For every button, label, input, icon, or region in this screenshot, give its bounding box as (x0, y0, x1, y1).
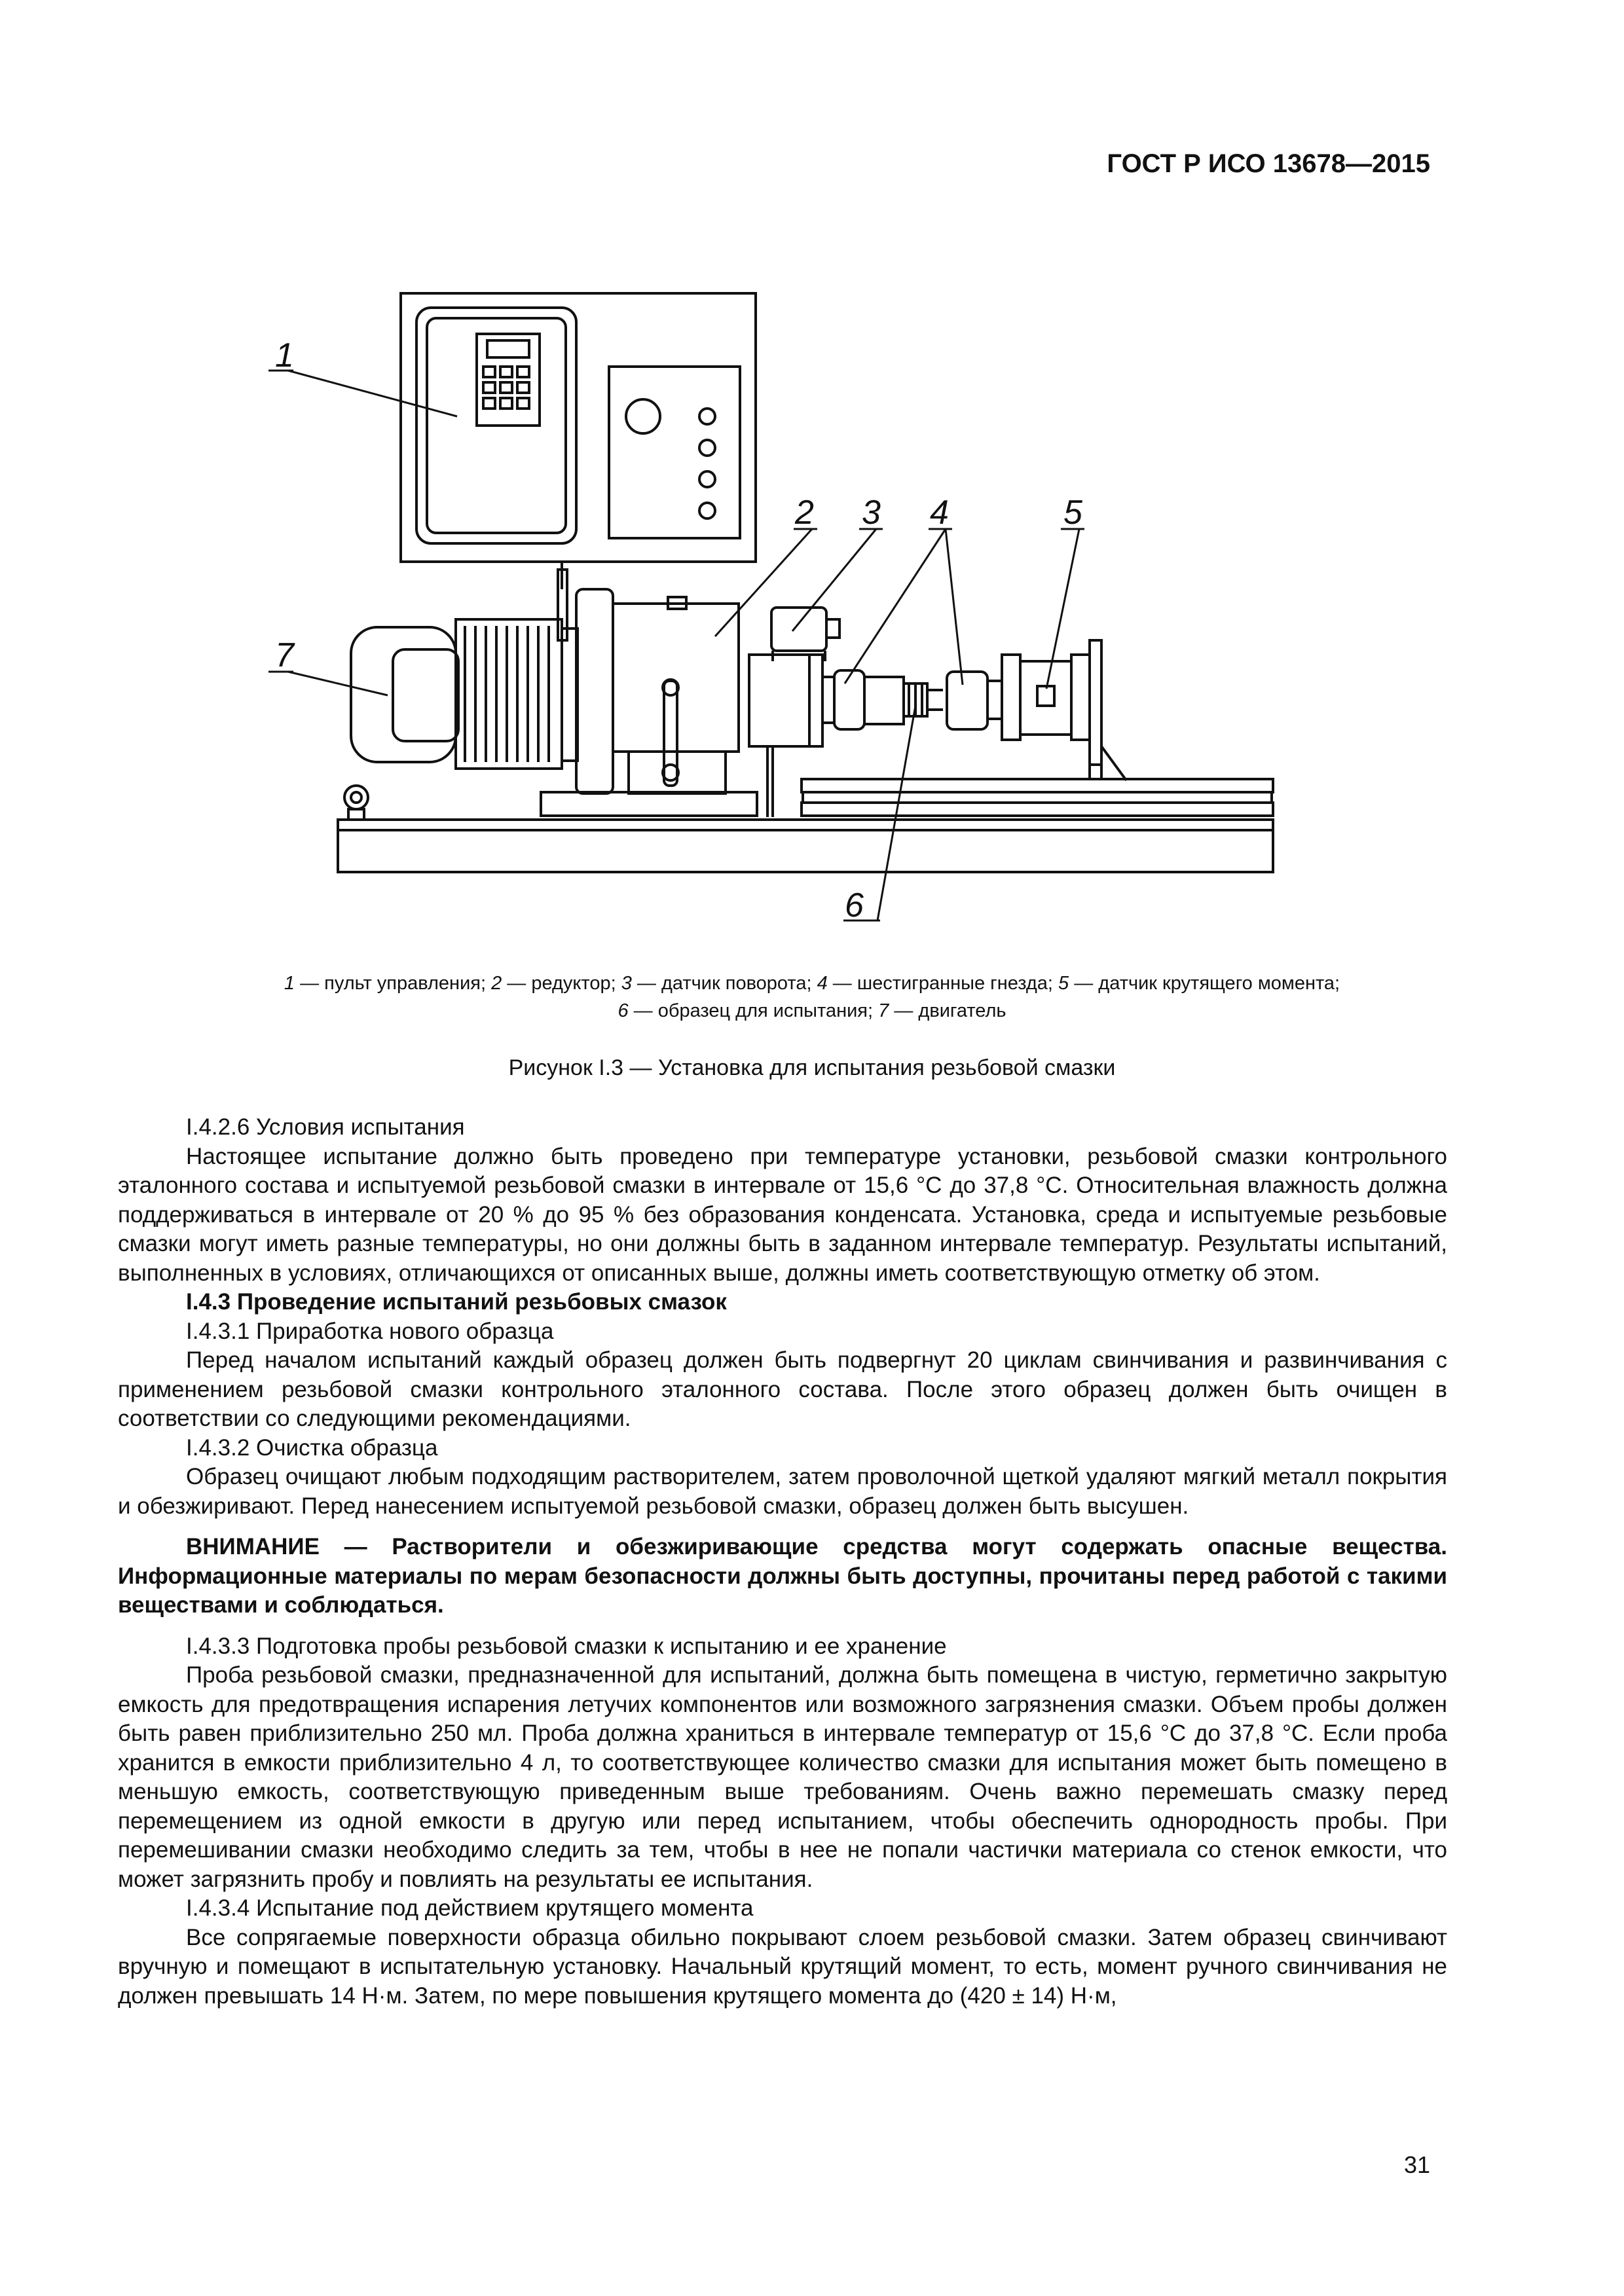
warning-notice: ВНИМАНИЕ — Растворители и обезжиривающие средства могут содержать опасные вещества. Информационные материалы по мерам безопасности должны быть доступны, прочитаны перед работой с такими веществами и соблюдаться. (118, 1534, 1447, 1618)
figure-legend-line-1 (0, 973, 1624, 994)
callout-2: 2 (795, 494, 814, 532)
legend-num: 1 (284, 973, 295, 994)
subsection-heading: I.4.3.4 Испытание под действием крутящего момента (186, 1895, 754, 1921)
figure-caption: Рисунок I.3 — Установка для испытания резьбовой смазки (508, 1055, 1116, 1080)
legend-num: 4 (817, 973, 828, 994)
angle-sensor (771, 608, 826, 651)
subsection-heading: I.4.3.2 Очистка образца (186, 1434, 438, 1461)
hex-socket-left (834, 670, 864, 729)
callout-7: 7 (275, 636, 294, 674)
legend-num: 5 (1058, 973, 1069, 994)
page-number: 31 (1403, 2151, 1430, 2178)
callout-1: 1 (275, 337, 294, 374)
base-frame (338, 820, 1273, 872)
paragraph: Все сопрягаемые поверхности образца обильно покрывают слоем резьбовой смазки. Затем образец свинчивают вручную и помещают в испытательную установку. Начальный крутящий момент, то есть, момент ручного свинчивания не должен превышать 14 Н·м. Затем, по мере повышения крутящего момента до (420 ± 14) Н·м, (118, 1924, 1447, 2009)
legend-text: — образец для испытания; (628, 1000, 879, 1021)
control-panel (401, 293, 756, 562)
callout-5: 5 (1063, 494, 1082, 532)
legend-text: — редуктор; (502, 973, 621, 994)
figure-legend-line-2 (0, 1000, 1624, 1022)
legend-text: — пульт управления; (295, 973, 492, 994)
paragraph: Перед началом испытаний каждый образец должен быть подвергнут 20 циклам свинчивания и развинчивания с применением резьбовой смазки контрольного эталонного состава. После этого образец должен быть очищен в соответствии со следующими рекомендациями. (118, 1347, 1447, 1431)
subsection-heading: I.4.3.3 Подготовка пробы резьбовой смазки к испытанию и ее хранение (186, 1633, 947, 1659)
subsection-heading: I.4.2.6 Условия испытания (186, 1114, 465, 1140)
document-body (118, 1113, 1447, 2011)
legend-text: — датчик поворота; (631, 973, 817, 994)
subsection-heading: I.4.3.1 Приработка нового образца (186, 1318, 554, 1344)
document-header: ГОСТ Р ИСО 13678—2015 (1107, 149, 1430, 178)
legend-text: — шестигранные гнезда; (827, 973, 1059, 994)
legend-num: 3 (621, 973, 632, 994)
section-heading: I.4.3 Проведение испытаний резьбовых смазок (186, 1289, 727, 1315)
legend-num: 6 (618, 1000, 629, 1021)
callout-6: 6 (845, 886, 864, 924)
legend-text: — двигатель (889, 1000, 1006, 1021)
callout-3: 3 (862, 494, 881, 532)
hex-socket-right (947, 672, 987, 729)
legend-num: 7 (878, 1000, 889, 1021)
legend-text: — датчик крутящего момента; (1069, 973, 1340, 994)
paragraph: Проба резьбовой смазки, предназначенной для испытаний, должна быть помещена в чистую, герметично закрытую емкость для предотвращения испарения летучих компонентов или возможного загрязнения смазки. Объем пробы должен быть равен приблизительно 250 мл. Проба должна храниться в интервале температур от 15,6 °С до 37,8 °С. Если проба хранится в емкости приблизительно 4 л, то соответствующее количество смазки для испытания может быть помещено в меньшую емкость, соответствующую приведенным выше требованиям. Очень важно перемешать смазку перед перемещением из одной емкости в другую или перед испытанием, чтобы обеспечить однородность пробы. При перемешивании смазки необходимо следить за тем, чтобы в нее не попали частички материала со стенок емкости, что может загрязнить пробу и повлиять на результаты ее испытания. (118, 1662, 1447, 1892)
paragraph: Настоящее испытание должно быть проведено при температуре установки, резьбовой смазки контрольного эталонного состава и испытуемой резьбовой смазки в интервале от 15,6 °С до 37,8 °С. Относительная влажность должна поддерживаться в интервале от 20 % до 95 % без образования конденсата. Установка, среда и испытуемые резьбовые смазки могут иметь разные температуры, но они должны быть в заданном интервале температур. Результаты испытаний, выполненных в условиях, отличающихся от описанных выше, должны иметь соответствующую отметку об этом. (118, 1143, 1447, 1286)
test-rig-figure (0, 0, 1624, 949)
legend-num: 2 (491, 973, 502, 994)
gearbox (576, 589, 613, 793)
torque-sensor (1020, 661, 1071, 735)
paragraph: Образец очищают любым подходящим растворителем, затем проволочной щеткой удаляют мягкий металл покрытия и обезжиривают. Перед нанесением испытуемой резьбовой смазки, образец должен быть высушен. (118, 1464, 1447, 1519)
callout-4: 4 (930, 494, 949, 532)
